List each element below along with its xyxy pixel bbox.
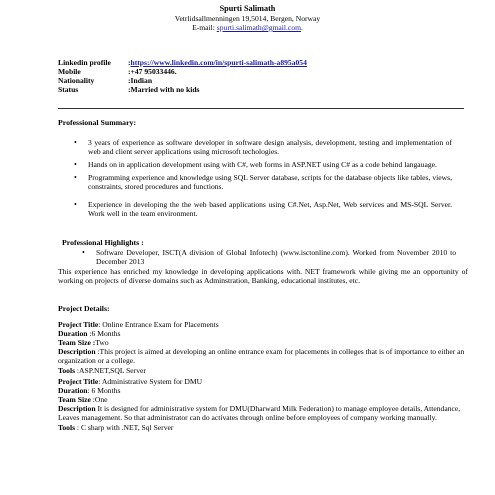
contact-sep: : <box>128 58 131 67</box>
project-team-line <box>58 395 468 404</box>
contact-sep: : <box>128 67 131 77</box>
summary-list <box>70 138 452 222</box>
project-title-line <box>58 377 468 386</box>
summary-item: • Hands on in application development using with C#, web forms in ASP.NET using C# as a code behind langauage. <box>70 160 452 169</box>
team-label: Team Size : <box>58 338 96 348</box>
project-duration-line <box>58 386 468 395</box>
duration-label: Duration <box>58 386 88 396</box>
team-value: :One <box>90 395 108 405</box>
contact-sep: : <box>128 85 131 95</box>
duration-value: : 6 Months <box>87 386 121 396</box>
email-suffix: . <box>300 22 303 32</box>
experience-paragraph: This experience has enriched my knowledge in developing applications with. NET framework while giving me an opportunity of working on projects of diverse domains such as Adminstration, Banking, educational institutes, etc. <box>58 267 468 286</box>
project-1 <box>58 320 468 375</box>
project-title-label: Project Title <box>58 320 99 329</box>
highlights-item: • Software Developer, ISCT(A division of Global Infotech) (www.isctonline.com). Worked from November 2010 to December 2013 <box>78 248 456 266</box>
duration-value: :6 Months <box>87 329 121 339</box>
contact-label: Linkedin profile <box>58 58 111 67</box>
project-title: : Administrative System for DMU <box>98 377 203 386</box>
desc-value: :This project is aimed at developing an online entrance exam for placements in colleges that is of importance to either an organization or a college. <box>58 347 465 366</box>
desc-label: Description <box>58 404 96 414</box>
desc-label: Description <box>58 347 96 357</box>
tools-label: Tools <box>58 365 76 375</box>
contact-sep: : <box>128 76 131 86</box>
email-label: E-mail: <box>192 22 217 32</box>
tools-label: Tools <box>58 422 76 432</box>
address: Vetrlidsallmenningen 19,5014, Bergen, Norway <box>174 13 321 23</box>
contact-label: Nationality <box>58 76 95 86</box>
project-title-label: Project Title <box>58 377 99 386</box>
contact-label: Mobile <box>58 67 81 77</box>
project-tools-line <box>58 423 468 432</box>
duration-label: Duration <box>58 329 88 339</box>
desc-value: It is designed for administrative system for DMU(Dharward Milk Federation) to manage employee details, Attendance, Leaves management. So that administrator can do activates through online before employees of company working manually. <box>58 404 461 423</box>
contact-row-linkedin <box>58 58 458 67</box>
tools-value: :ASP.NET,SQL Server <box>75 365 146 375</box>
project-desc-line <box>58 404 468 422</box>
tools-value: : C sharp with .NET, Sql Server <box>75 422 174 432</box>
project-title-line <box>58 320 468 329</box>
resume-header <box>0 4 495 32</box>
contact-block <box>58 58 458 94</box>
highlights-title: Professional Highlights : <box>62 238 144 247</box>
contact-label: Status <box>58 85 79 95</box>
contact-value: +47 95033446. <box>130 67 177 77</box>
project-tools-line <box>58 366 468 375</box>
team-value: Two <box>95 338 109 348</box>
divider <box>58 108 464 109</box>
email-link[interactable]: spurti.salimath@gmail.com <box>216 22 301 32</box>
contact-value: Indian <box>130 76 153 86</box>
candidate-name: Spurti Salimath <box>219 4 276 13</box>
email-line <box>0 23 495 32</box>
contact-row-mobile <box>58 67 458 76</box>
summary-item: • 3 years of experience as software developer in software design analysis, development, testing and implementation of web and client server applications using microsoft techologies. <box>70 138 452 156</box>
team-label: Team Size <box>58 395 91 405</box>
summary-item: • Experience in developing the the web based applications using C#.Net, Asp.Net, Web services and MS-SQL Server. Work well in the team environment. <box>70 200 452 218</box>
linkedin-link[interactable]: https://www.linkedin.com/in/spurti-salimath-a895a054 <box>130 58 307 67</box>
summary-title: Professional Summary: <box>58 118 137 127</box>
project-team-line <box>58 338 468 347</box>
contact-row-nationality <box>58 76 458 85</box>
project-title: : Online Entrance Exam for Placements <box>98 320 219 329</box>
project-desc-line <box>58 347 468 365</box>
project-duration-line <box>58 329 468 338</box>
contact-value: Married with no kids <box>130 85 200 95</box>
summary-item: • Programming experience and knowledge using SQL Server database, scripts for the database objects like tables, views, constraints, stored procedures and functions. <box>70 173 452 191</box>
contact-row-status <box>58 85 458 94</box>
project-2 <box>58 377 468 432</box>
projects-title: Project Details: <box>58 304 110 313</box>
